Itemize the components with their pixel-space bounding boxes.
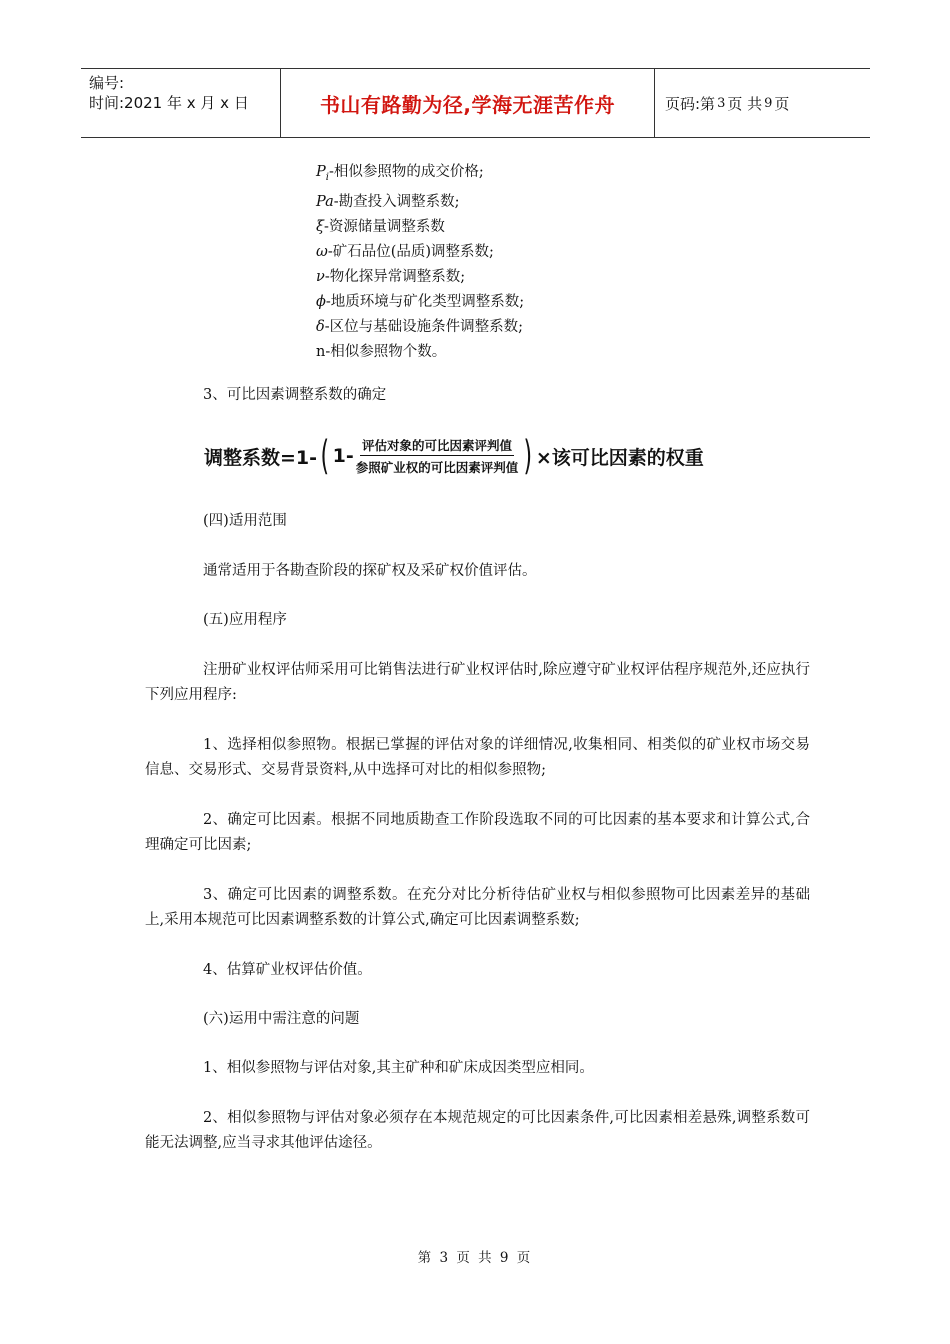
formula-lhs: 调整系数=1- xyxy=(204,446,318,469)
definition-symbol: ν xyxy=(316,268,325,285)
page-label: 页码:第 xyxy=(665,94,716,113)
definition-line xyxy=(316,190,524,215)
page-footer: 第 3 页 共 9 页 xyxy=(417,1250,533,1266)
formula-inner: 1- xyxy=(332,445,354,467)
header-meta xyxy=(81,69,281,137)
definition-line xyxy=(316,290,524,315)
document-header xyxy=(81,68,870,138)
section-4-heading: (四)适用范围 xyxy=(203,513,287,529)
definition-symbol: ϕ xyxy=(316,293,326,310)
definition-symbol: δ xyxy=(316,318,325,335)
definition-symbol: Pa xyxy=(316,193,334,210)
section-5-item-1: 1、选择相似参照物。根据已掌握的评估对象的详细情况,收集相同、相类似的矿业权市场交易信息、交易形式、交易背景资料,从中选择可对比的相似参照物; xyxy=(145,737,810,778)
definition-text: -资源储量调整系数 xyxy=(324,218,445,235)
definition-line xyxy=(316,160,524,190)
section-5-item-2: 2、确定可比因素。根据不同地质勘查工作阶段选取不同的可比因素的基本要求和计算公式,合理确定可比因素; xyxy=(145,812,810,853)
definition-symbol: n xyxy=(316,343,326,360)
definition-line xyxy=(316,340,524,365)
definition-line xyxy=(316,315,524,340)
section-6-item-2: 2、相似参照物与评估对象必须存在本规范规定的可比因素条件,可比因素相差悬殊,调整系数可能无法调整,应当寻求其他评估途径。 xyxy=(145,1110,810,1151)
page-end-label: 页 xyxy=(774,94,790,113)
definition-text: -勘查投入调整系数; xyxy=(333,193,460,210)
section-4-text: 通常适用于各勘查阶段的探矿权及采矿权价值评估。 xyxy=(203,563,537,579)
formula-rhs: ×该可比因素的权重 xyxy=(535,446,704,469)
section-6-heading: (六)运用中需注意的问题 xyxy=(203,1011,360,1027)
section-6-item-1: 1、相似参照物与评估对象,其主矿种和矿床成因类型应相同。 xyxy=(203,1060,594,1076)
symbol-definitions xyxy=(316,160,524,365)
section-5-item-3: 3、确定可比因素的调整系数。在充分对比分析待估矿业权与相似参照物可比因素差异的基础上,采用本规范可比因素调整系数的计算公式,确定可比因素调整系数; xyxy=(145,887,810,928)
formula-denominator: 参照矿业权的可比因素评判值 xyxy=(355,460,519,475)
formula-left-paren: ( xyxy=(320,433,330,479)
definition-line xyxy=(316,240,524,265)
definition-line xyxy=(316,215,524,240)
header-page-indicator xyxy=(655,69,870,137)
section-5-heading: (五)应用程序 xyxy=(203,612,287,628)
page-current: 3 xyxy=(717,95,726,111)
document-date: 时间:2021 年 x 月 x 日 xyxy=(89,94,249,112)
definition-text: -地质环境与矿化类型调整系数; xyxy=(325,293,525,310)
page-total: 9 xyxy=(764,95,773,111)
section-5-intro: 注册矿业权评估师采用可比销售法进行矿业权评估时,除应遵守矿业权评估程序规范外,还应执行下列应用程序: xyxy=(145,662,810,703)
definition-symbol: $P_i$ xyxy=(316,164,329,183)
section-3-heading: 3、可比因素调整系数的确定 xyxy=(203,387,387,403)
definition-symbol: ω xyxy=(316,243,328,260)
section-5-item-4: 4、估算矿业权评估价值。 xyxy=(203,962,372,978)
document-number-label: 编号: xyxy=(89,74,125,92)
formula-right-paren: ) xyxy=(523,433,533,479)
definition-text: -相似参照物的成交价格; xyxy=(328,164,484,180)
definition-text: -相似参照物个数。 xyxy=(325,343,447,360)
formula-numerator: 评估对象的可比因素评判值 xyxy=(360,436,514,456)
formula-fraction xyxy=(356,436,519,476)
adjustment-formula xyxy=(204,434,704,478)
definition-text: -区位与基础设施条件调整系数; xyxy=(324,318,524,335)
definition-line xyxy=(316,265,524,290)
definition-text: -矿石品位(品质)调整系数; xyxy=(327,243,494,260)
definition-symbol: ξ xyxy=(316,218,324,235)
page-mid-label: 页 共 xyxy=(727,94,763,113)
definition-text: -物化探异常调整系数; xyxy=(324,268,466,285)
header-motto: 书山有路勤为径,学海无涯苦作舟 xyxy=(281,69,655,137)
